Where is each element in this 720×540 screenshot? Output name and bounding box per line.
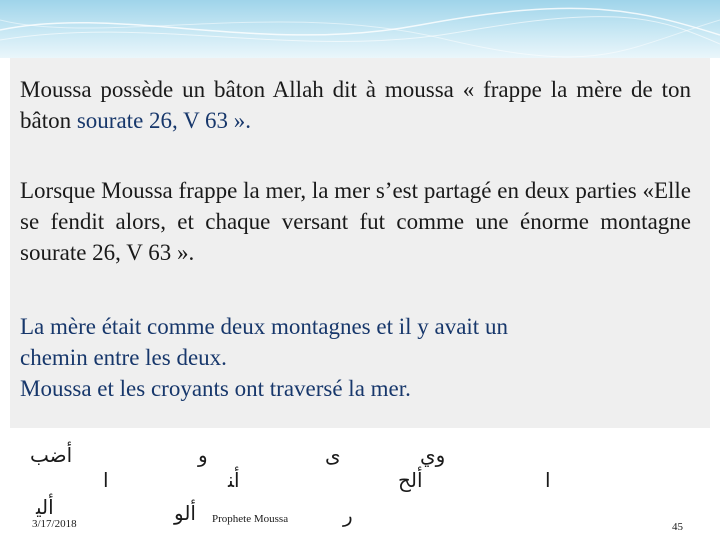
arabic-fragment: ﻯ: [325, 443, 341, 467]
paragraph-1: [20, 74, 691, 136]
decorative-waves: [0, 0, 720, 58]
paragraph-1-text: Moussa possède un bâton Allah dit à moussa « frappe la mère de ton bâton: [20, 77, 691, 133]
arabic-fragment: ﺃﻟﻮ: [174, 501, 196, 525]
arabic-fragment: ﺭ: [343, 503, 353, 527]
paragraph-2: Lorsque Moussa frappe la mer, la mer s’est partagé en deux parties «Elle se fendit alors, et chaque versant fut comme une énorme montagne sourate 26, V 63 ».: [20, 178, 691, 265]
arabic-fragment: ﻭﻱ: [420, 443, 446, 467]
header-band: [0, 0, 720, 58]
slide-number: 45: [672, 521, 683, 533]
arabic-fragment: ﺃﻟﻴ: [36, 495, 54, 519]
arabic-fragment: ﻭ: [198, 443, 208, 467]
footer-title: Prophete Moussa: [212, 513, 289, 525]
arabic-fragment: ﺃﻨ: [228, 468, 240, 492]
arabic-fragment: ﺍ: [103, 468, 109, 492]
arabic-fragment: ﺃﻟﺢ: [398, 468, 423, 492]
paragraph-3-line-3: Moussa et les croyants ont traversé la mer.: [20, 376, 411, 401]
paragraph-3-line-1: La mère était comme deux montagnes et il y avait un: [20, 314, 508, 339]
arabic-fragment: ﺍ: [545, 468, 551, 492]
sourate-reference: sourate 26, V 63 ».: [76, 108, 252, 133]
paragraph-3-line-2: chemin entre les deux.: [20, 345, 227, 370]
footer-date: 3/17/2018: [32, 518, 77, 530]
arabic-fragment: ﺃﺿﺐ: [30, 443, 73, 467]
